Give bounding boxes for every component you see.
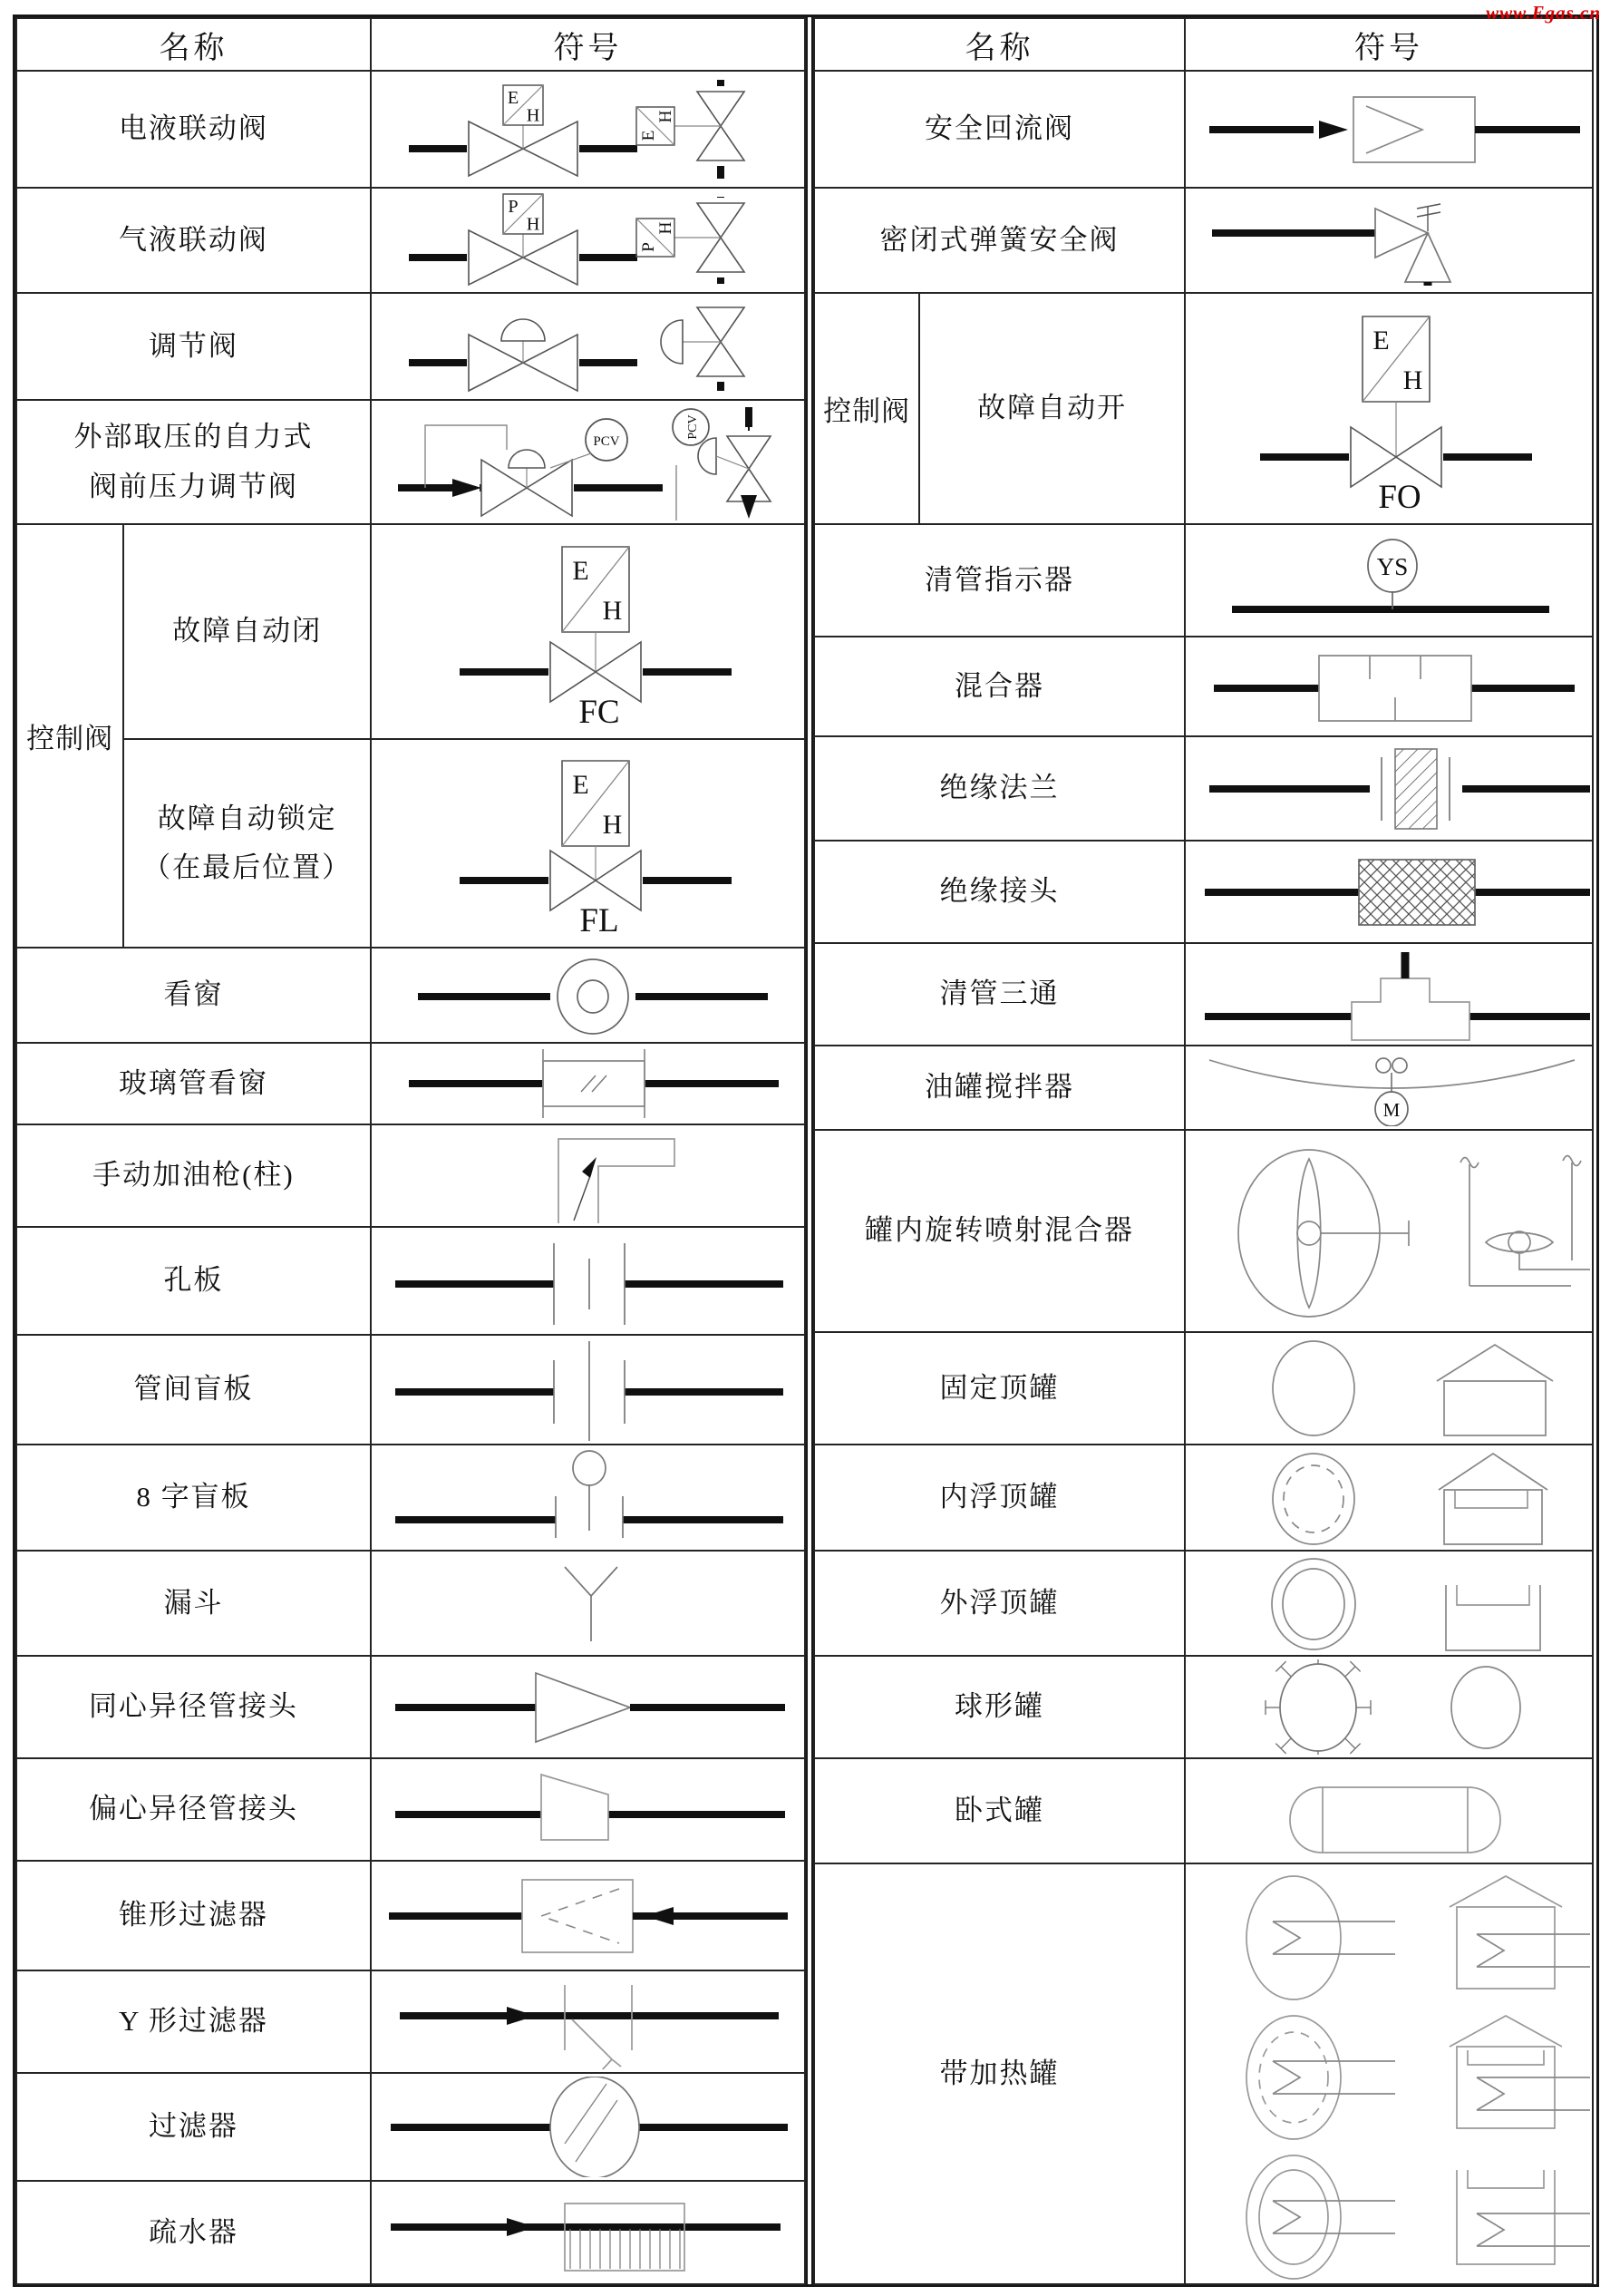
table-row	[814, 188, 1593, 293]
table-row	[814, 736, 1593, 841]
table-row	[814, 1046, 1593, 1130]
symbol-horizontal-tank	[1185, 1758, 1593, 1863]
table-row	[814, 1863, 1593, 2284]
table-row	[16, 1970, 805, 2073]
symbol-eh-actuated-valve	[371, 739, 805, 948]
symbol-name-cell	[16, 1970, 371, 2073]
symbol-rotary-jet-mixer	[1185, 1130, 1593, 1332]
symbol-name-line: 故障自动开	[977, 392, 1128, 424]
svg-text:P: P	[508, 196, 519, 217]
symbol-pig-indicator	[1185, 524, 1593, 637]
symbol-name-line: 阀前压力调节阀	[88, 470, 298, 502]
symbol-name-cell	[814, 524, 1185, 637]
table-row	[16, 2181, 805, 2284]
svg-text:H: H	[656, 221, 676, 235]
svg-text:E: E	[1372, 326, 1391, 355]
table-row	[814, 293, 1593, 524]
symbol-name-cell	[16, 1335, 371, 1445]
table-row	[16, 1043, 805, 1124]
table-row	[814, 943, 1593, 1046]
symbol-insulating-joint	[1185, 841, 1593, 943]
svg-text:YS: YS	[1377, 553, 1409, 580]
table-row	[814, 1758, 1593, 1863]
table-row	[814, 1332, 1593, 1445]
symbol-name-cell	[814, 1445, 1185, 1551]
table-row	[814, 524, 1593, 637]
symbol-name-line: 8 字盲板	[136, 1481, 251, 1513]
legend-body-right	[814, 71, 1593, 2284]
symbol-name-line: 管间盲板	[133, 1373, 254, 1406]
symbol-name-cell	[814, 841, 1185, 943]
symbol-name-line: 故障自动闭	[172, 615, 323, 647]
symbol-regulating-valve-pair	[371, 293, 805, 400]
symbol-name-cell	[814, 188, 1185, 293]
symbol-name-cell	[814, 1046, 1185, 1130]
symbol-name-cell	[814, 1332, 1185, 1445]
symbol-steam-trap	[371, 2181, 805, 2284]
svg-text:E: E	[572, 770, 590, 800]
symbol-heated-tanks	[1185, 1863, 1593, 2284]
symbol-name-line: 清管指示器	[924, 563, 1074, 596]
header-row	[814, 18, 1593, 71]
panel-separator	[806, 17, 813, 2284]
header-row	[16, 18, 805, 71]
symbol-external-floating-roof-tank	[1185, 1551, 1593, 1656]
legend-body-left	[16, 71, 805, 2284]
symbol-name-cell	[16, 1656, 371, 1758]
symbol-filter	[371, 2073, 805, 2181]
column-header-symbol: 符号	[1185, 18, 1593, 71]
table-row	[16, 948, 805, 1043]
symbol-name-line: 安全回流阀	[924, 112, 1074, 145]
symbol-name-cell	[814, 71, 1185, 188]
table-row	[16, 1861, 805, 1970]
table-row	[16, 1445, 805, 1551]
svg-text:H: H	[527, 214, 540, 235]
symbol-name-line: 漏斗	[163, 1586, 224, 1619]
symbol-name-cell	[814, 1656, 1185, 1758]
symbol-y-strainer	[371, 1970, 805, 2073]
svg-text:H: H	[656, 110, 676, 123]
svg-text:E: E	[639, 130, 659, 141]
symbol-name-cell	[16, 1758, 371, 1861]
symbol-linked-valve-pair	[371, 71, 805, 188]
legend-table-right	[813, 17, 1594, 2285]
symbol-name-cell	[16, 400, 371, 524]
svg-text:P: P	[639, 242, 659, 252]
symbol-name-cell	[16, 2181, 371, 2284]
symbol-name-line: 罐内旋转喷射混合器	[864, 1214, 1134, 1247]
symbol-name-cell	[123, 524, 371, 739]
legend-table-left	[15, 17, 806, 2285]
symbol-name-line: 锥形过滤器	[118, 1899, 268, 1931]
symbol-name-cell	[814, 637, 1185, 736]
symbol-name-line: 绝缘接头	[939, 875, 1060, 908]
symbol-name-cell	[16, 1043, 371, 1124]
symbol-internal-floating-roof-tank	[1185, 1445, 1593, 1551]
svg-text:E: E	[572, 556, 590, 586]
symbol-sight-window	[371, 948, 805, 1043]
symbol-name-cell	[16, 1124, 371, 1227]
symbol-name-line: 电液联动阀	[118, 112, 268, 145]
symbol-name-line: 孔板	[163, 1264, 224, 1297]
table-row	[814, 1130, 1593, 1332]
table-row	[814, 1656, 1593, 1758]
table-row	[16, 1656, 805, 1758]
symbol-self-operated-pcv-pair	[371, 400, 805, 524]
svg-text:H: H	[527, 105, 540, 126]
svg-text:PCV: PCV	[686, 414, 701, 440]
svg-text:FL: FL	[579, 902, 620, 939]
column-header-name: 名称	[16, 18, 371, 71]
symbol-name-line: Y 形过滤器	[118, 2005, 268, 2038]
svg-text:FO: FO	[1378, 479, 1422, 516]
table-row	[814, 71, 1593, 188]
symbol-name-cell	[16, 293, 371, 400]
symbol-enclosed-spring-safety-valve	[1185, 188, 1593, 293]
svg-text:H: H	[1403, 365, 1423, 395]
table-row	[814, 637, 1593, 736]
symbol-linked-valve-pair	[371, 188, 805, 293]
symbol-name-line: 内浮顶罐	[939, 1481, 1060, 1513]
legend-frame	[13, 15, 1599, 2287]
group-label-cell: 控制阀	[814, 293, 919, 524]
symbol-figure8-blind	[371, 1445, 805, 1551]
table-row	[16, 1551, 805, 1656]
symbol-glass-tube-sight-window	[371, 1043, 805, 1124]
symbol-name-line: 偏心异径管接头	[88, 1793, 298, 1825]
svg-text:H: H	[603, 810, 623, 840]
symbol-name-line: 带加热罐	[939, 2057, 1060, 2089]
symbol-name-line: 看窗	[163, 978, 224, 1011]
symbol-name-cell	[16, 2073, 371, 2181]
table-row	[16, 1758, 805, 1861]
symbol-name-line: 玻璃管看窗	[118, 1066, 268, 1099]
symbol-name-cell	[814, 1130, 1185, 1332]
symbol-tank-agitator	[1185, 1046, 1593, 1130]
table-row	[16, 71, 805, 188]
symbol-concentric-reducer	[371, 1656, 805, 1758]
symbol-mixer	[1185, 637, 1593, 736]
symbol-name-line: 绝缘法兰	[939, 772, 1060, 804]
symbol-name-line: 混合器	[954, 669, 1044, 702]
symbol-name-line: 固定顶罐	[939, 1371, 1060, 1404]
symbol-safety-return-valve	[1185, 71, 1593, 188]
symbol-name-line: 密闭式弹簧安全阀	[879, 223, 1120, 256]
table-row	[16, 188, 805, 293]
table-row	[16, 524, 805, 739]
symbol-name-line: 手动加油枪(柱)	[92, 1159, 295, 1192]
symbol-name-line: 气液联动阀	[118, 223, 268, 256]
symbol-name-cell	[16, 1445, 371, 1551]
symbol-name-cell	[814, 1551, 1185, 1656]
symbol-name-cell	[814, 736, 1185, 841]
symbol-name-cell	[16, 71, 371, 188]
table-row	[16, 1227, 805, 1335]
symbol-name-line: 外部取压的自力式	[73, 421, 314, 453]
symbol-name-line: 过滤器	[148, 2110, 238, 2143]
table-row	[814, 1445, 1593, 1551]
symbol-eh-actuated-valve	[371, 524, 805, 739]
watermark: www.Egas.cn	[1486, 2, 1601, 24]
table-row	[16, 400, 805, 524]
table-row	[16, 1335, 805, 1445]
symbol-name-cell	[16, 1861, 371, 1970]
symbol-name-line: 同心异径管接头	[88, 1690, 298, 1723]
symbol-name-cell	[16, 948, 371, 1043]
symbol-name-line: 球形罐	[954, 1690, 1044, 1723]
column-header-name: 名称	[814, 18, 1185, 71]
svg-text:PCV: PCV	[593, 434, 621, 449]
symbol-eccentric-reducer	[371, 1758, 805, 1861]
svg-text:M: M	[1383, 1099, 1401, 1121]
symbol-name-line: 调节阀	[148, 329, 238, 362]
symbol-name-line: 外浮顶罐	[939, 1586, 1060, 1619]
table-row	[16, 2073, 805, 2181]
symbol-name-line: 油罐搅拌器	[924, 1071, 1074, 1104]
group-label-cell: 控制阀	[16, 524, 123, 948]
symbol-name-cell	[16, 1551, 371, 1656]
table-row	[814, 1551, 1593, 1656]
symbol-cone-filter	[371, 1861, 805, 1970]
symbol-pigging-tee	[1185, 943, 1593, 1046]
column-header-symbol: 符号	[371, 18, 805, 71]
symbol-insulating-flange	[1185, 736, 1593, 841]
symbol-funnel	[371, 1551, 805, 1656]
svg-text:E: E	[508, 87, 519, 108]
symbol-name-cell	[919, 293, 1185, 524]
symbol-name-cell	[123, 739, 371, 948]
symbol-name-line: 故障自动锁定	[157, 802, 337, 834]
table-row	[16, 1124, 805, 1227]
symbol-name-line: 疏水器	[148, 2215, 238, 2248]
symbol-orifice-plate	[371, 1227, 805, 1335]
symbol-name-cell	[814, 1758, 1185, 1863]
symbol-name-line: （在最后位置）	[142, 851, 353, 883]
symbol-line-blind	[371, 1335, 805, 1445]
symbol-name-cell	[814, 943, 1185, 1046]
table-row	[814, 841, 1593, 943]
svg-text:FC: FC	[578, 694, 621, 731]
symbol-fixed-roof-tank	[1185, 1332, 1593, 1445]
table-row	[16, 739, 805, 948]
symbol-spherical-tank	[1185, 1656, 1593, 1758]
symbol-name-cell	[814, 1863, 1185, 2284]
symbol-name-line: 卧式罐	[954, 1794, 1044, 1826]
symbol-name-cell	[16, 1227, 371, 1335]
table-row	[16, 293, 805, 400]
svg-text:H: H	[603, 596, 623, 626]
symbol-eh-actuated-valve	[1185, 293, 1593, 524]
symbol-name-line: 清管三通	[939, 978, 1060, 1010]
symbol-name-cell	[16, 188, 371, 293]
symbol-manual-fuel-gun	[371, 1124, 805, 1227]
